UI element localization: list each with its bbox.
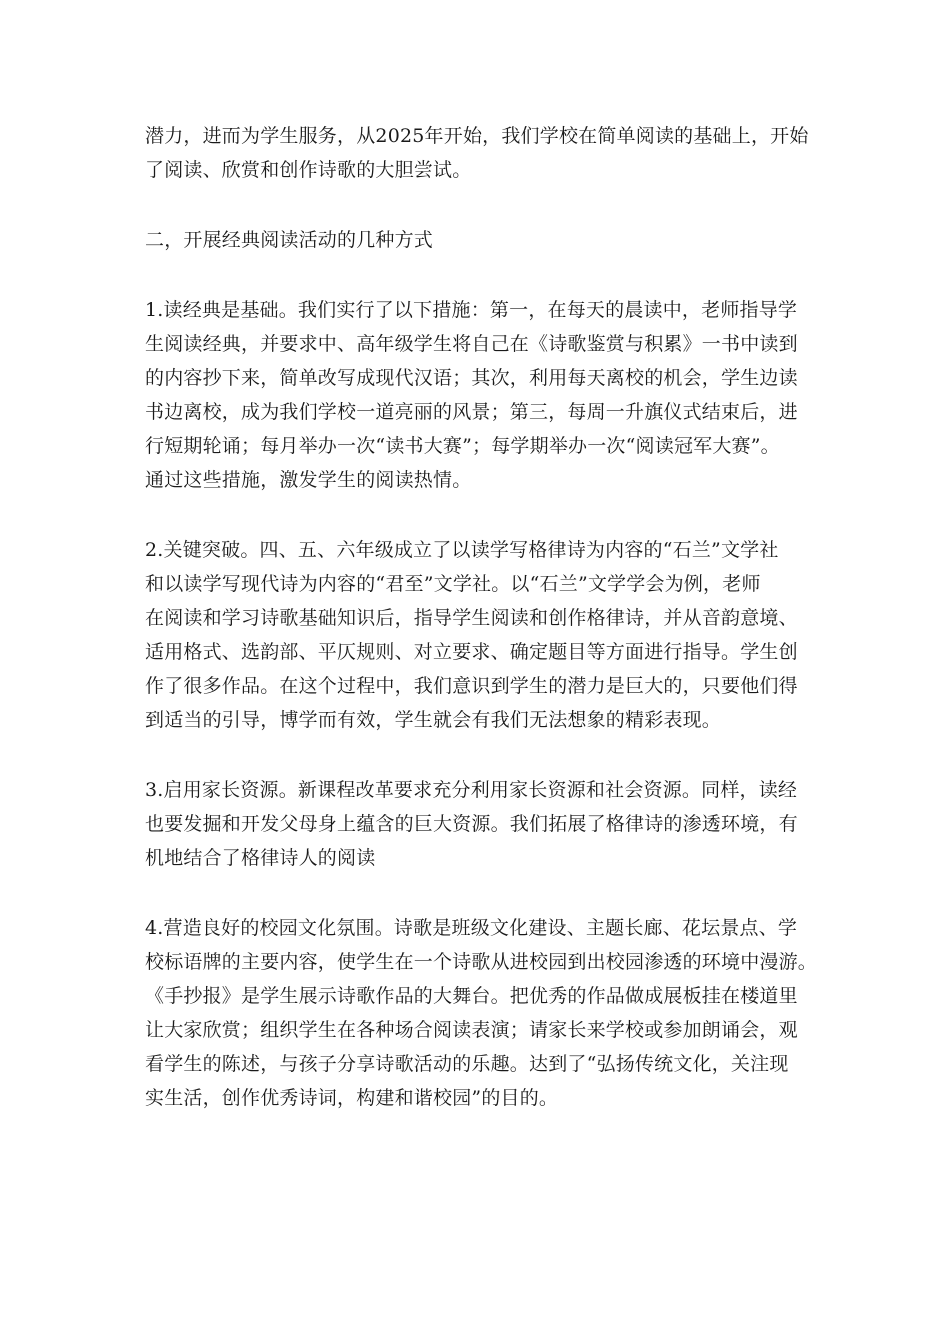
paragraph-line: 看学生的陈述，与孩子分享诗歌活动的乐趣。达到了“弘扬传统文化，关注现 [145, 1053, 789, 1075]
paragraph-line: 让大家欣赏；组织学生在各种场合阅读表演；请家长来学校或参加朗诵会，观 [145, 1019, 798, 1041]
paragraph-line: 在阅读和学习诗歌基础知识后，指导学生阅读和创作格律诗，并从音韵意境、 [145, 607, 798, 629]
paragraph-line: 书边离校，成为我们学校一道亮丽的风景；第三，每周一升旗仪式结束后，进 [145, 401, 798, 423]
paragraph-line: 和以读学写现代诗为内容的“君至”文学社。以“石兰”文学学会为例，老师 [145, 573, 761, 595]
heading-line: 二，开展经典阅读活动的几种方式 [145, 229, 434, 251]
document-page [145, 119, 818, 1115]
paragraph-line: 4.营造良好的校园文化氛围。诗歌是班级文化建设、主题长廊、花坛景点、学 [145, 917, 798, 939]
paragraph-line: 了阅读、欣赏和创作诗歌的大胆尝试。 [145, 159, 472, 181]
paragraph-line: 也要发掘和开发父母身上蕴含的巨大资源。我们拓展了格律诗的渗透环境，有 [145, 813, 798, 835]
paragraph-line: 的内容抄下来，简单改写成现代汉语；其次，利用每天离校的机会，学生边读 [145, 367, 798, 389]
paragraph-line: 到适当的引导，博学而有效，学生就会有我们无法想象的精彩表现。 [145, 709, 722, 731]
paragraph-line: 1.读经典是基础。我们实行了以下措施：第一，在每天的晨读中，老师指导学 [145, 299, 798, 321]
paragraph-line: 校标语牌的主要内容，使学生在一个诗歌从进校园到出校园渗透的环境中漫游。 [145, 951, 818, 973]
paragraph-line: 机地结合了格律诗人的阅读 [145, 847, 376, 869]
paragraph-line: 适用格式、选韵部、平仄规则、对立要求、确定题目等方面进行指导。学生创 [145, 641, 798, 663]
intro-continuation-paragraph [145, 119, 809, 187]
section-heading [145, 223, 805, 257]
item-4-paragraph [145, 911, 818, 1115]
paragraph-line: 实生活，创作优秀诗词，构建和谐校园”的目的。 [145, 1087, 559, 1109]
item-2-paragraph [145, 533, 805, 737]
paragraph-line: 通过这些措施，激发学生的阅读热情。 [145, 469, 472, 491]
item-1-paragraph [145, 293, 805, 497]
paragraph-line: 《手抄报》是学生展示诗歌作品的大舞台。把优秀的作品做成展板挂在楼道里 [145, 985, 798, 1007]
paragraph-line: 行短期轮诵；每月举办一次“读书大赛”；每学期举办一次“阅读冠军大赛”。 [145, 435, 780, 457]
paragraph-line: 生阅读经典，并要求中、高年级学生将自己在《诗歌鉴赏与积累》一书中读到 [145, 333, 798, 355]
item-3-paragraph [145, 773, 805, 875]
paragraph-line: 3.启用家长资源。新课程改革要求充分利用家长资源和社会资源。同样，读经 [145, 779, 798, 801]
paragraph-line: 2.关键突破。四、五、六年级成立了以读学写格律诗为内容的“石兰”文学社 [145, 539, 779, 561]
paragraph-line: 潜力，进而为学生服务，从2025年开始，我们学校在简单阅读的基础上，开始 [145, 125, 809, 147]
paragraph-line: 作了很多作品。在这个过程中，我们意识到学生的潜力是巨大的，只要他们得 [145, 675, 798, 697]
